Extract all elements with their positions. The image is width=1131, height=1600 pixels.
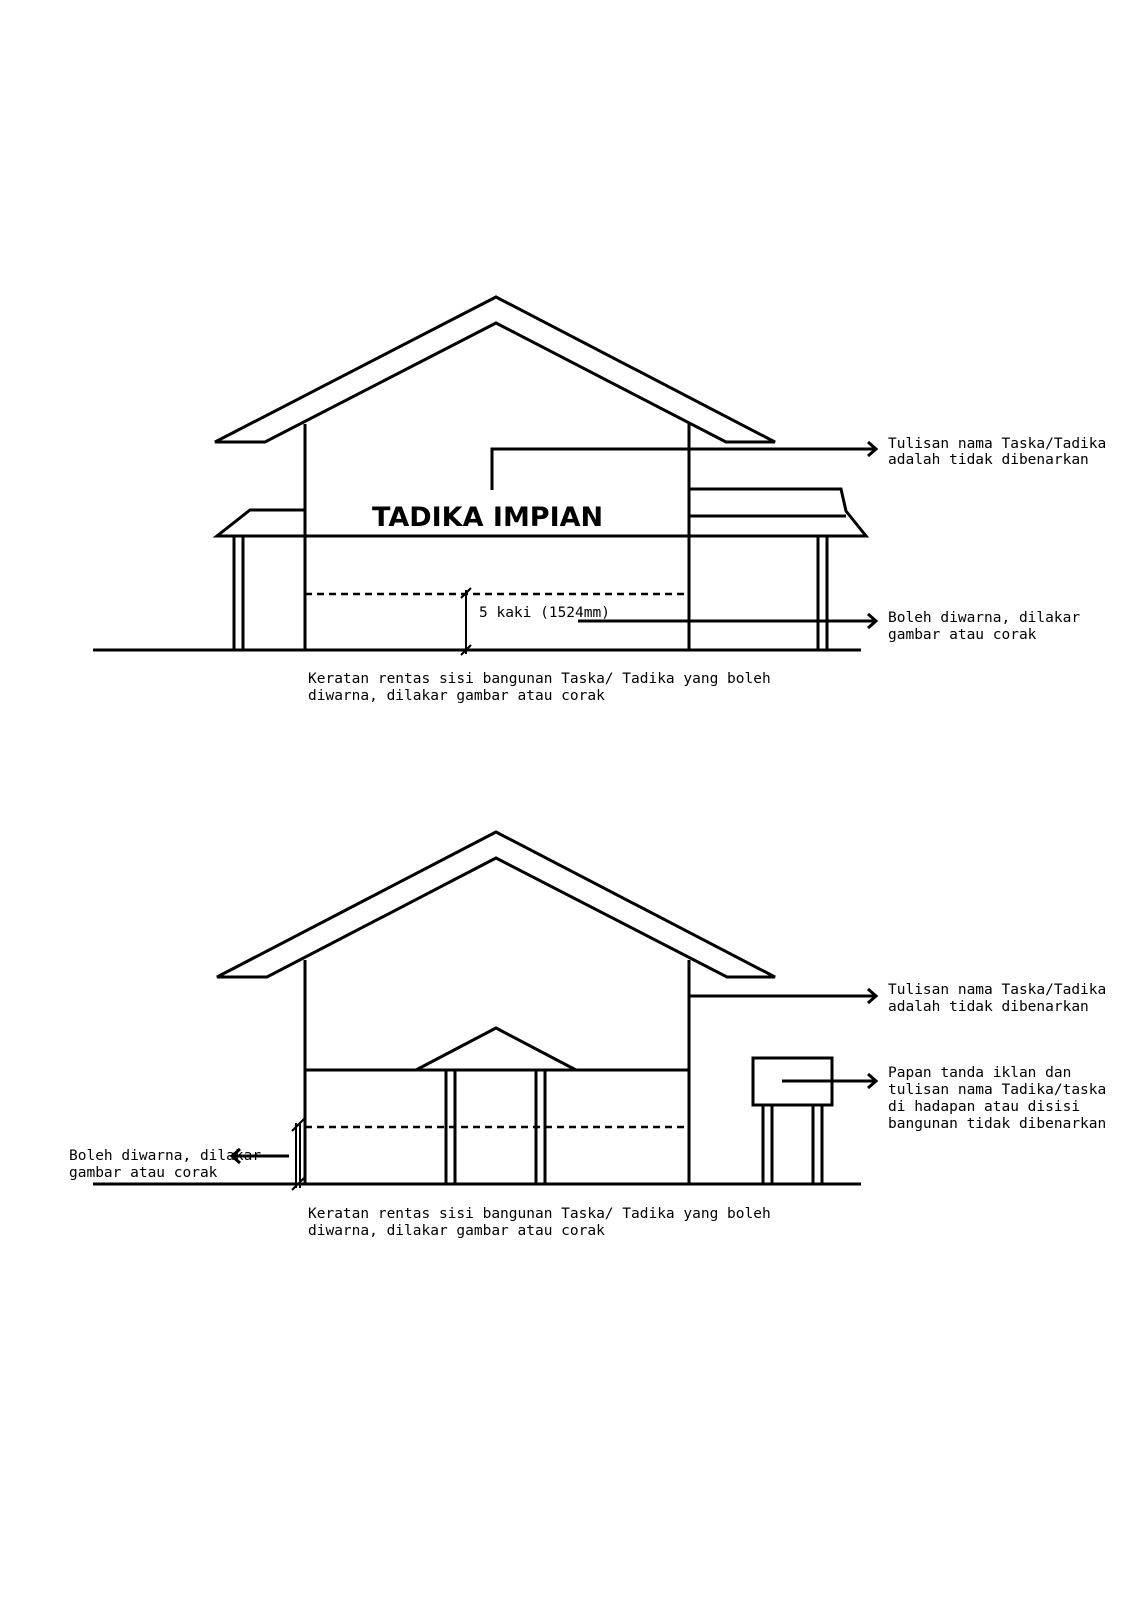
bottom-elevation-drawing [93,832,876,1190]
callout-name-line-2: adalah tidak dibenarkan [888,452,1089,468]
callout-signboard-line-1: Papan tanda iklan dan [888,1065,1072,1081]
callout-name-line-2: adalah tidak dibenarkan [888,999,1089,1015]
callout-paint-line-2: gambar atau corak [69,1165,218,1181]
sign-text: TADIKA IMPIAN [372,502,604,533]
callout-name-line-1: Tulisan nama Taska/Tadika [888,982,1107,998]
caption-line-1: Keratan rentas sisi bangunan Taska/ Tadika yang boleh [308,1206,771,1222]
callout-signboard-line-2: tulisan nama Tadika/taska [888,1082,1107,1098]
caption-line-1: Keratan rentas sisi bangunan Taska/ Tadika yang boleh [308,671,771,687]
dimension-label: 5 kaki (1524mm) [479,605,610,621]
caption-line-2: diwarna, dilakar gambar atau corak [308,688,605,704]
callout-signboard-line-3: di hadapan atau disisi [888,1099,1081,1115]
callout-paint-line-1: Boleh diwarna, dilakar [69,1148,262,1164]
top-annotations [308,436,1106,704]
callout-paint-line-2: gambar atau corak [888,627,1037,643]
top-main-roof [215,297,775,442]
caption-line-2: diwarna, dilakar gambar atau corak [308,1223,605,1239]
top-right-annex-roof [689,489,866,536]
callout-name-line-1: Tulisan nama Taska/Tadika [888,436,1107,452]
bottom-main-roof [217,832,775,977]
callout-signboard-line-4: bangunan tidak dibenarkan [888,1116,1107,1132]
bottom-dimension-tick [292,1119,304,1131]
top-left-porch-roof [217,510,305,536]
bottom-annotations [69,982,1106,1239]
callout-paint-line-1: Boleh diwarna, dilakar [888,610,1081,626]
bottom-entrance-canopy [416,1028,576,1070]
top-elevation-drawing [93,297,876,655]
top-sign-leader-line [492,449,876,490]
